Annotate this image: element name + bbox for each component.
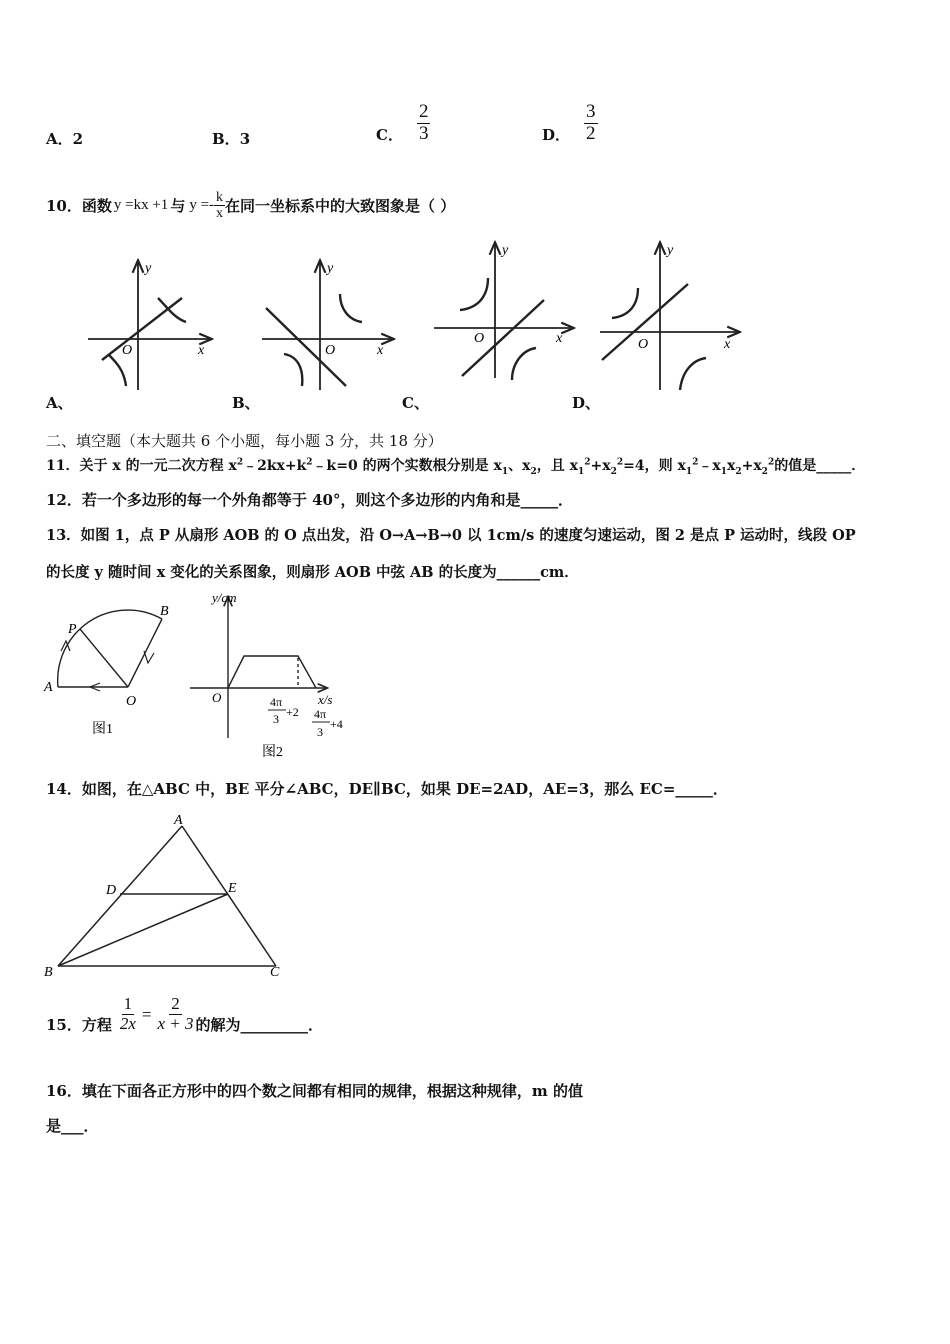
graph-d-x: x	[724, 337, 731, 352]
q9-option-d: D． $\frac{3}{2}$	[542, 101, 596, 144]
svg-text:D: D	[106, 883, 117, 898]
q13-line1: 13．如图 1，点 P 从扇形 AOB 的 O 点出发，沿 O→A→B→0 以 1cm/s 的速度匀速运动，图 2 是点 P 运动时，线段 OP	[46, 527, 856, 544]
q12-text: 12．若一个多边形的每一个外角都等于 40°，则这个多边形的内角和是_____．	[46, 491, 573, 509]
svg-text:B: B	[160, 604, 169, 619]
q15-text: 15．方程 $\frac{1}{2x}$ = $\frac{2}{x + 3}$ 的解为_________．	[46, 994, 324, 1034]
svg-text:O: O	[126, 694, 137, 709]
q14-triangle	[40, 810, 290, 982]
svg-text:图1: 图1	[92, 722, 113, 737]
svg-text:图2: 图2	[262, 745, 283, 760]
svg-text:A: A	[44, 680, 53, 695]
graph-b	[262, 262, 392, 390]
section-2-title: 二、填空题（本大题共 6 个小题，每小题 3 分，共 18 分）	[46, 432, 443, 450]
svg-text:B: B	[44, 965, 53, 980]
q9-option-c: C． $\frac{2}{3}$	[376, 101, 429, 144]
svg-text:3: 3	[317, 725, 323, 739]
q10-stem: 10． 函数 y =kx +1 与 y =- $\frac{k}{x}$ 在同一坐标系中的大致图象是（ ）	[46, 190, 456, 222]
q9-option-a: A．2	[46, 130, 84, 148]
q10-label-b: B、	[232, 394, 260, 412]
q14-text: 14．如图，在△ABC 中，BE 平分∠ABC，DE∥BC，如果 DE=2AD，AE=3，那么 EC=_____．	[46, 780, 728, 798]
svg-text:A: A	[174, 813, 183, 828]
graph-c-o: O	[474, 331, 485, 346]
q10-label-c: C、	[402, 394, 429, 412]
graph-a-x: x	[198, 343, 205, 358]
q13-fig1	[40, 595, 190, 745]
q13-line2: 的长度 y 随时间 x 变化的关系图象，则扇形 AOB 中弦 AB 的长度为______cm．	[46, 564, 579, 581]
q11-text: 11．关于 x 的一元二次方程 $x^2﹣2kx+k^2﹣k=0$ 的两个实数根分别是 $x_1$、$x_2$，且 $x_1^2+x_2^2=4$，则 $x_1^2﹣x_1x_2+x_2^2$的值是_____．	[46, 457, 866, 477]
q16-line1: 16．填在下面各正方形中的四个数之间都有相同的规律，根据这种规律，m 的值	[46, 1082, 583, 1100]
svg-text:+2: +2	[286, 705, 299, 719]
svg-text:y/cm: y/cm	[212, 590, 237, 605]
graph-c-y: y	[502, 243, 509, 258]
q9-option-b: B．3	[212, 130, 251, 148]
graph-c	[434, 244, 572, 380]
svg-text:+4: +4	[330, 717, 343, 731]
svg-text:O: O	[212, 690, 222, 705]
graph-a	[88, 262, 210, 390]
svg-text:3: 3	[273, 712, 279, 726]
graph-d	[600, 244, 738, 390]
svg-text:P: P	[68, 622, 77, 637]
svg-text:x/s: x/s	[318, 692, 333, 707]
graph-d-o: O	[638, 337, 649, 352]
graph-a-o: O	[122, 343, 133, 358]
svg-text:4π: 4π	[270, 695, 283, 709]
q16-line2: 是___．	[46, 1117, 99, 1135]
svg-text:E: E	[228, 881, 237, 896]
svg-text:C: C	[270, 965, 280, 980]
graph-b-y: y	[327, 261, 334, 276]
graph-a-y: y	[145, 261, 152, 276]
graph-b-x: x	[377, 343, 384, 358]
graph-c-x: x	[556, 331, 563, 346]
svg-text:4π: 4π	[314, 707, 327, 721]
graph-b-o: O	[325, 343, 336, 358]
q10-label-d: D、	[572, 394, 601, 412]
q10-graphs	[40, 236, 760, 410]
q13-fig2	[186, 588, 366, 764]
graph-d-y: y	[667, 243, 674, 258]
q10-label-a: A、	[46, 394, 73, 412]
